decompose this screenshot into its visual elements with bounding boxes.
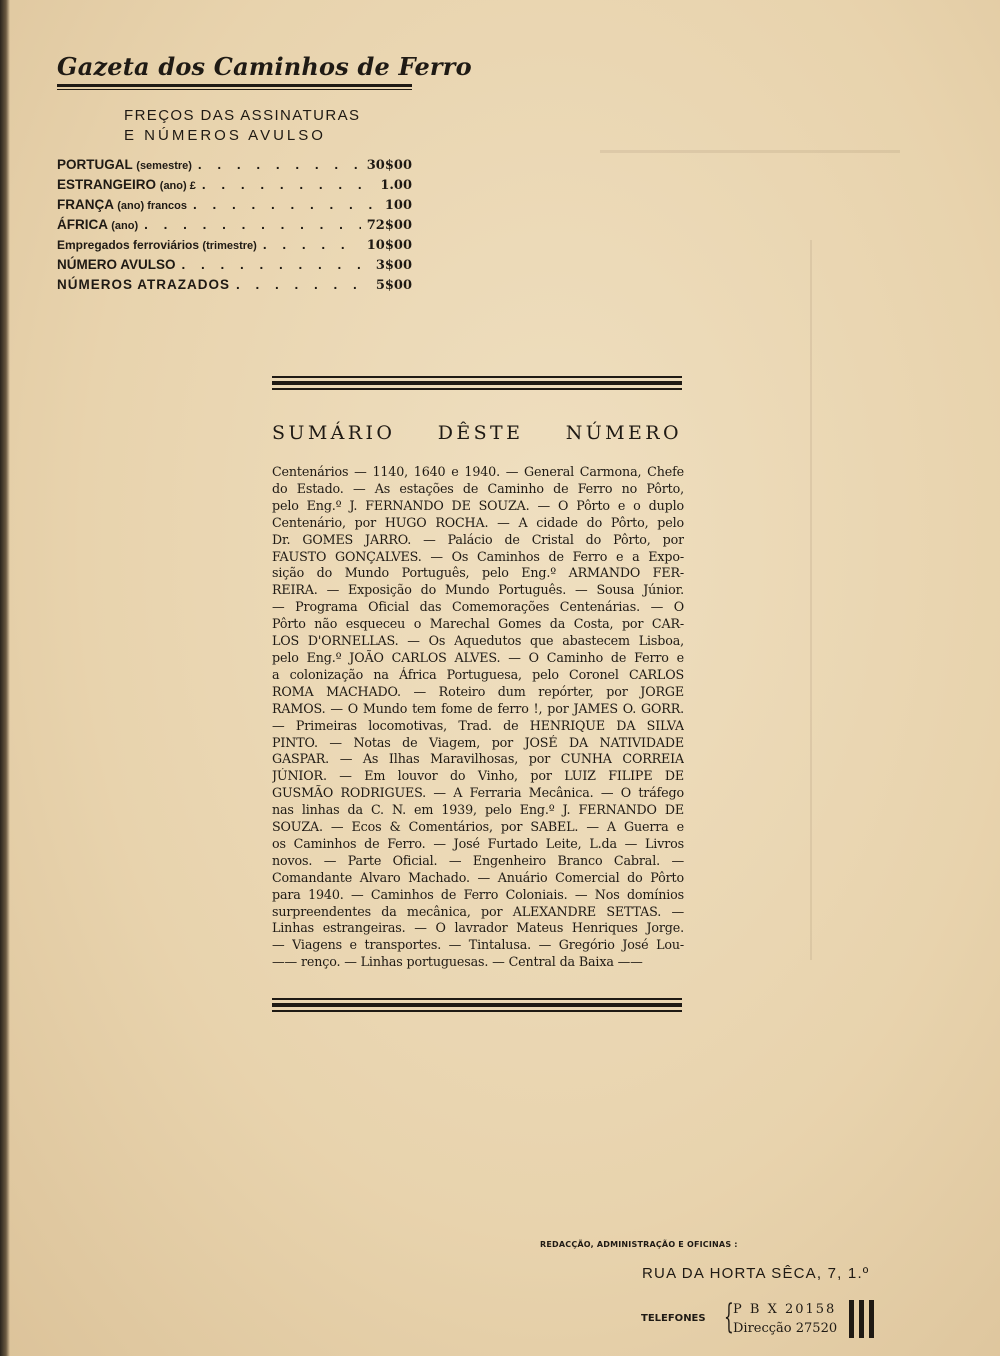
summary-line: ROMA MACHADO. — Roteiro dum repórter, por JORGE (272, 683, 684, 699)
summary-line: FAUSTO GONÇALVES. — Os Caminhos de Ferro e a Expo- (272, 548, 684, 564)
page-binding-edge (0, 0, 10, 1356)
summary-line: pelo Eng.º JOÃO CARLOS ALVES. — O Caminho de Ferro e (272, 649, 684, 665)
price-value: 3$00 (375, 258, 412, 273)
summary-line: GUSMÃO RODRIGUES. — A Ferraria Mecânica. — O tráfego (272, 785, 684, 801)
summary-line: — Programa Oficial das Comemorações Centenárias. — O (272, 599, 684, 615)
price-label: FRANÇA (ano) francos (57, 197, 187, 212)
leader-dots (198, 157, 361, 172)
summary-line: surpreendentes da mecânica, por ALEXANDRE SETTAS. — (272, 903, 684, 919)
phones-label: TELEFONES (641, 1313, 706, 1324)
prices-heading-line2: E NÚMEROS AVULSO (124, 127, 326, 144)
summary-title-word: SUMÁRIO (272, 422, 396, 444)
price-row-numero-avulso (57, 257, 412, 277)
price-value: 30$00 (366, 158, 412, 173)
masthead-title: Gazeta dos Caminhos de Ferro (57, 52, 472, 81)
price-row-portugal (57, 157, 412, 177)
decorative-bars-icon (849, 1300, 874, 1338)
address: RUA DA HORTA SÊCA, 7, 1.º (642, 1265, 870, 1282)
summary-title-word: DÊSTE (437, 422, 524, 444)
leader-dots (202, 177, 374, 192)
leader-dots (263, 237, 361, 252)
summary-line: RAMOS. — O Mundo tem fome de ferro !, por JAMES O. GORR. (272, 700, 684, 716)
price-label: NÚMEROS ATRAZADOS (57, 277, 230, 292)
summary-line: PINTO. — Notas de Viagem, por JOSÉ DA NATIVIDADE (272, 734, 684, 750)
summary-line: pelo Eng.º J. FERNANDO DE SOUZA. — O Pôrto e o duplo (272, 497, 684, 513)
summary-line: nas linhas da C. N. em 1939, pelo Eng.º J. FERNANDO DE (272, 802, 684, 818)
summary-line: Dr. GOMES JARRO. — Palácio de Cristal do Pôrto, por (272, 531, 684, 547)
summary-line: Pôrto não esqueceu o Marechal Gomes da Costa, por CAR- (272, 616, 684, 632)
leader-dots (182, 257, 370, 272)
masthead-rule-thick (57, 84, 412, 87)
summary-line: LOS D'ORNELLAS. — Os Aquedutos que abastecem Lisboa, (272, 633, 684, 649)
phone-direction: Direcção 27520 (733, 1321, 838, 1336)
price-value: 100 (384, 198, 412, 213)
leader-dots (144, 217, 361, 232)
price-label: PORTUGAL (semestre) (57, 157, 192, 172)
price-label: ÁFRICA (ano) (57, 217, 139, 232)
summary-line: novos. — Parte Oficial. — Engenheiro Branco Cabral. — (272, 852, 684, 868)
summary-top-rules (272, 376, 682, 390)
leader-dots (236, 277, 370, 292)
price-value: 1.00 (380, 178, 412, 193)
price-value: 5$00 (375, 278, 412, 293)
summary-body (272, 464, 684, 971)
price-row-empregados (57, 237, 412, 257)
summary-line: para 1940. — Caminhos de Ferro Coloniais. — Nos domínios (272, 886, 684, 902)
price-row-numeros-atrazados (57, 277, 412, 297)
offices-label: REDACÇÃO, ADMINISTRAÇÃO E OFICINAS : (540, 1240, 738, 1249)
summary-line: do Estado. — As estações de Caminho de Ferro no Pôrto, (272, 480, 684, 496)
summary-line: sição do Mundo Português, pelo Eng.º ARMANDO FER- (272, 565, 684, 581)
show-through-frame (810, 240, 820, 960)
phone-pbx: P B X 20158 (733, 1302, 837, 1317)
summary-line: JÚNIOR. — Em louvor do Vinho, por LUIZ FILIPE DE (272, 768, 684, 784)
summary-title (272, 422, 682, 444)
masthead-rule-thin (57, 89, 412, 90)
price-label: NÚMERO AVULSO (57, 257, 176, 272)
summary-line: REIRA. — Exposição do Mundo Português. — Sousa Júnior. (272, 582, 684, 598)
price-row-africa (57, 217, 412, 237)
brace-icon: { (723, 1297, 734, 1337)
prices-heading (124, 106, 364, 146)
price-value: 10$00 (366, 238, 412, 253)
summary-line: GASPAR. — As Ilhas Maravilhosas, por CUNHA CORREIA (272, 751, 684, 767)
summary-line: Comandante Alvaro Machado. — Anuário Comercial do Pôrto (272, 869, 684, 885)
price-label: Empregados ferroviários (trimestre) (57, 238, 257, 252)
summary-line: a colonização na África Portuguesa, pelo Coronel CARLOS (272, 666, 684, 682)
leader-dots (193, 197, 379, 212)
show-through-artwork (600, 150, 900, 240)
summary-line: Linhas estrangeiras. — O lavrador Mateus Henriques Jorge. (272, 920, 684, 936)
summary-bottom-rules (272, 998, 682, 1012)
price-row-estrangeiro (57, 177, 412, 197)
summary-line: Centenários — 1140, 1640 e 1940. — General Carmona, Chefe (272, 464, 684, 479)
summary-line: Centenário, por HUGO ROCHA. — A cidade do Pôrto, pelo (272, 514, 684, 530)
summary-line: —— renço. — Linhas portuguesas. — Central da Baixa —— (272, 954, 643, 970)
price-row-franca (57, 197, 412, 217)
price-list (57, 157, 412, 297)
summary-line: — Viagens e transportes. — Tintalusa. — Gregório José Lou- (272, 937, 684, 953)
summary-line: SOUZA. — Ecos & Comentários, por SABEL. — A Guerra e (272, 819, 684, 835)
summary-title-word: NÚMERO (565, 422, 682, 444)
prices-heading-line1: FREÇOS DAS ASSINATURAS (124, 107, 361, 124)
price-label: ESTRANGEIRO (ano) £ (57, 177, 196, 192)
summary-line: os Caminhos de Ferro. — José Furtado Leite, L.da — Livros (272, 835, 684, 851)
summary-line: — Primeiras locomotivas, Trad. de HENRIQUE DA SILVA (272, 717, 684, 733)
price-value: 72$00 (366, 218, 412, 233)
